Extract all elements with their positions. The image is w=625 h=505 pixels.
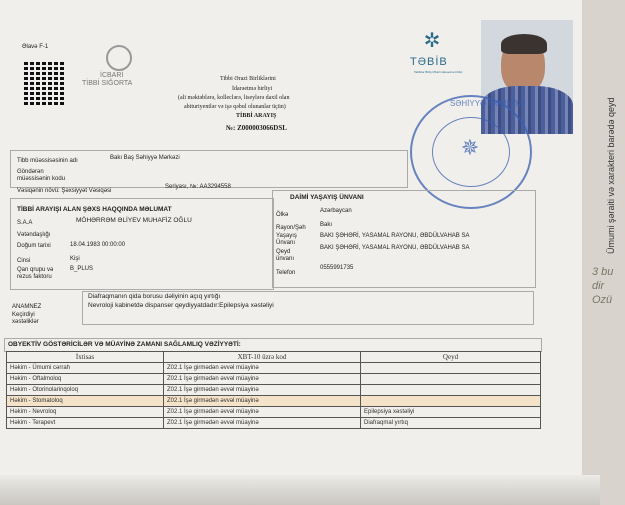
icbari-line1: İCBARİ [100,72,124,79]
anamnez-line1: Diafraqmanın qida borusu dəliyinin açıq yırtığı [88,293,221,300]
address-label: Yaşayış Ünvanı [276,233,297,246]
blood-value: B_PLUS [70,266,94,272]
table-row [7,363,541,374]
icbari-logo-icon [106,45,132,71]
table-header: XBT-10 üzrə kod [164,352,361,363]
table-cell: Z02.1 İşə girmədən əvvəl müayinə [164,407,361,418]
table-cell: Həkim - Terapevt [7,418,164,429]
residence-title: DAİMİ YAŞAYIŞ ÜNVANI [290,194,364,201]
table-cell: Həkim - Ümumi cərrah [7,363,164,374]
table-cell: Z02.1 İşə girmədən əvvəl müayinə [164,418,361,429]
tabib-sub: Tabiblər Birliyi Ərazi idarəetmə birliyi [414,70,463,74]
header-title: TİBBİ ARAYIŞ [236,113,277,119]
table-cell: Həkim - Otorinolarinqoloq [7,385,164,396]
table-header: İxtisas [7,352,164,363]
region-label: Rayon/Şəh [276,225,306,231]
table-cell: Z02.1 İşə girmədən əvvəl müayinə [164,363,361,374]
name-label: S.A.A [17,220,33,226]
country-label: Ölkə [276,212,289,218]
citizenship-label: Vətəndaşlığı [17,232,51,238]
dob-label: Doğum tarixi [17,243,51,249]
header-line4: abituriyentlər və işə qəbul olunanlar üçün) [184,104,286,110]
id-doc-type: Vəsiqənin növü: Şəxsiyyət Vəsiqəsi [17,188,112,194]
tabib-name: TƏBİB [410,56,448,68]
table-row [7,396,541,407]
table-cell [361,363,541,374]
table-cell: Epilepsiya xəstəliyi [361,407,541,418]
table-row [7,407,541,418]
dob-value: 18.04.1983 00:00:00 [70,242,126,248]
registration-label: Qeyd ünvanı [276,249,295,262]
country-value: Azərbaycan [320,208,352,214]
emblem-icon: ✵ [460,135,480,160]
institution-value: Bakı Baş Səhiyyə Mərkəzi [110,155,180,161]
official-stamp: SƏHİYYƏ MƏRKƏZİ ✵ [410,95,532,209]
table-cell: Həkim - Stomatoloq [7,396,164,407]
table-header: Qeyd [361,352,541,363]
person-section-title: TİBBİ ARAYIŞI ALAN ŞƏXS HAQQINDA MƏLUMAT [17,206,172,213]
exam-table [6,351,541,429]
side-vertical-text: Ümumi şəraiti və xarakteri barədə qeyd [606,97,616,254]
name-value: MÖHƏRRƏM ƏLİYEV MUHAFİZ OĞLU [76,217,192,224]
institution-label: Tibb müəssisəsinin adı [17,158,78,164]
id-doc-serial: Seriyası, №: AA3294558 [165,184,231,190]
form-code: Əlavə F-1 [22,44,49,50]
region-value: Bakı [320,222,333,228]
anamnez-sublabel: Keçirdiyi xəstəliklər [12,312,39,325]
table-header-row [7,352,541,363]
table-cell: Diafraqmal yırtıq [361,418,541,429]
sex-value: Kişi [70,256,80,262]
tabib-logo-icon: ✲ [423,30,441,52]
table-cell [361,396,541,407]
exam-title: OBYEKTİV GÖSTƏRİCİLƏR VƏ MÜAYİNƏ ZAMANI SAĞLAMLIQ VƏZİYYƏTİ: [8,341,241,348]
phone-label: Telefon [276,270,296,276]
header-line3: (ali məktəblərə, kolleclərə, liseylərə daxil olan [178,95,290,101]
sex-label: Cinsi [17,258,31,264]
qr-code [24,61,64,105]
side-handwriting: 3 bu dir Ozü [592,266,614,306]
header-line1: Tibbi Ərazi Birliklərini [220,76,276,82]
table-cell: Həkim - Oftalmoloq [7,374,164,385]
paper-bottom-shadow [0,475,600,505]
table-row [7,418,541,429]
table-cell: Z02.1 İşə girmədən əvvəl müayinə [164,374,361,385]
blood-label: Qan qrupu və rezus faktoru [17,267,54,280]
residence-box [272,190,536,288]
table-cell: Z02.1 İşə girmədən əvvəl müayinə [164,396,361,407]
table-cell [361,374,541,385]
phone-value: 0555991735 [320,265,354,271]
table-cell [361,385,541,396]
sender-label: Göndərən müəssisənin kodu [17,169,66,182]
anamnez-line2: Nevroloji kabinetdə dispanser qeydiyyatdadır:Epilepsiya xəstəliyi [88,302,274,309]
anamnez-label: ANAMNEZ [12,304,42,310]
registration-value: BAKI ŞƏHƏRİ, YASAMAL RAYONU, ƏBDÜLVAHAB SA [320,245,470,251]
table-cell: Z02.1 İşə girmədən əvvəl müayinə [164,385,361,396]
icbari-line2: TİBBİ SIĞORTA [82,80,133,87]
table-cell: Həkim - Nevroloq [7,407,164,418]
address-value: BAKI ŞƏHƏRİ, YASAMAL RAYONU, ƏBDÜLVAHAB SA [320,233,470,239]
table-row [7,385,541,396]
table-row [7,374,541,385]
header-line2: İdarəetmə birliyi [232,86,273,92]
header-number: №: Z000003066DSL [226,124,287,132]
